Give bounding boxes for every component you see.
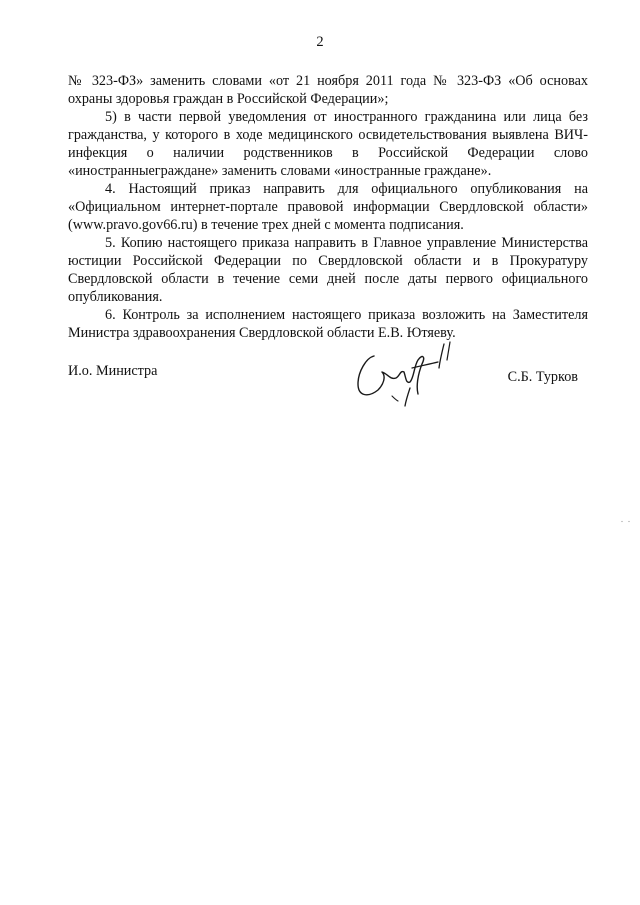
paragraph-publication: 4. Настоящий приказ направить для официального опубликования на «Официальном интернет-портале правовой информации Свердловской области» (www.pravo.gov66.ru) в течение трех дней с момента подписания. xyxy=(68,181,588,233)
scan-speck xyxy=(620,520,632,523)
signer-position: И.о. Министра xyxy=(68,363,158,379)
paragraph-item-5: 5) в части первой уведомления от иностранного гражданина или лица без гражданства, у которого в ходе медицинского освидетельствования выявлена ВИЧ-инфекция о наличии родственников в Российской Федерации слово «иностранныеграждане» заменить словами «иностранные граждане». xyxy=(68,109,588,179)
page-number: 2 xyxy=(316,34,324,50)
handwritten-signature xyxy=(352,338,462,408)
document-body xyxy=(68,72,588,342)
paragraph-continuation: № 323-ФЗ» заменить словами «от 21 ноября 2011 года № 323-ФЗ «Об основах охраны здоровья граждан в Российской Федерации»; xyxy=(68,73,588,107)
signer-name: С.Б. Турков xyxy=(507,369,578,385)
signature-block xyxy=(68,360,588,420)
paragraph-copy-distribution: 5. Копию настоящего приказа направить в Главное управление Министерства юстиции Российской Федерации по Свердловской области и в Прокуратуру Свердловской области в течение семи дней после даты первого официального опубликования. xyxy=(68,235,588,305)
paragraph-control: 6. Контроль за исполнением настоящего приказа возложить на Заместителя Министра здравоохранения Свердловской области Е.В. Ютяеву. xyxy=(68,307,588,341)
